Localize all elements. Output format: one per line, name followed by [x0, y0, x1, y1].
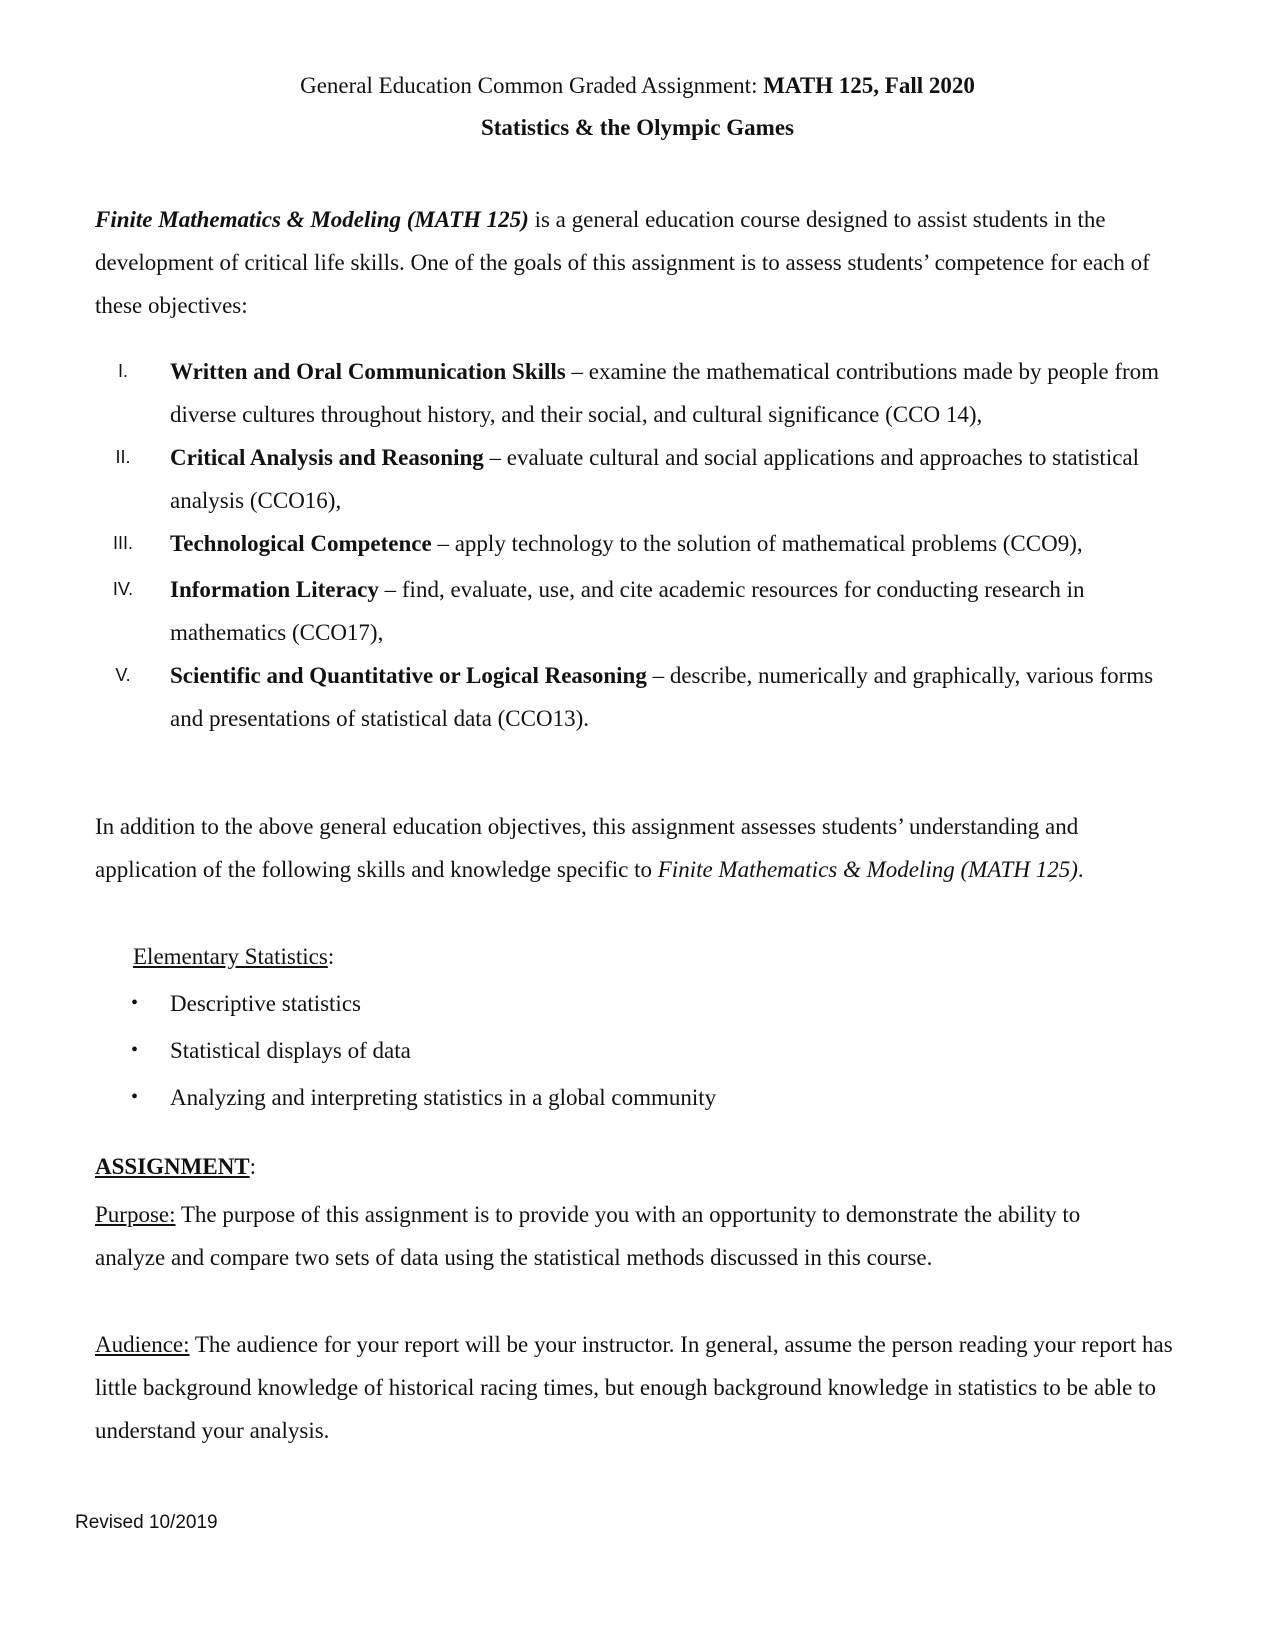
additional-objectives-paragraph: [95, 805, 1095, 891]
purpose-label: Purpose:: [95, 1202, 176, 1227]
title-prefix: General Education Common Graded Assignment:: [300, 73, 764, 98]
elementary-statistics-heading: [133, 935, 334, 978]
document-title: [0, 70, 1275, 102]
assignment-heading-colon: :: [249, 1154, 257, 1179]
audience-text: The audience for your report will be your instructor. In general, assume the person reading your report has little background knowledge of historical racing times, but enough background knowledge in statistics to be able to understand your analysis.: [95, 1332, 1173, 1443]
objective-text: – examine the mathematical contributions made by people from diverse cultures throughout history, and their social, and cultural significance (CCO 14),: [170, 359, 1160, 427]
addition-text: In addition to the above general education objectives, this assignment assesses students’ understanding and application of the following skills and knowledge specific to: [95, 814, 1079, 882]
bullet-icon: •: [131, 1086, 139, 1108]
document-subtitle: Statistics & the Olympic Games: [480, 115, 794, 140]
assignment-heading-text: ASSIGNMENT: [95, 1154, 250, 1179]
list-item: [0, 1027, 1275, 1074]
objective-item: [0, 350, 1170, 436]
course-name-italic: Finite Mathematics & Modeling (MATH 125): [657, 857, 1078, 882]
objective-title: Information Literacy: [170, 577, 379, 602]
objective-numeral: III.: [112, 533, 133, 553]
objective-title: Critical Analysis and Reasoning: [170, 445, 484, 470]
elementary-heading-text: Elementary Statistics: [133, 944, 328, 969]
bullet-icon: •: [131, 992, 139, 1014]
list-item-text: Statistical displays of data: [170, 1038, 411, 1063]
objective-item: [0, 654, 1170, 740]
list-item: [0, 980, 1275, 1027]
objective-numeral: IV.: [112, 579, 134, 599]
objectives-list: [0, 350, 1275, 740]
bullet-icon: •: [131, 1039, 139, 1061]
list-item-text: Analyzing and interpreting statistics in a global community: [170, 1085, 717, 1110]
objective-item: [0, 436, 1170, 522]
objective-item: [0, 522, 1270, 565]
addition-end: .: [1077, 857, 1084, 882]
objective-numeral: II.: [115, 447, 131, 467]
objective-title: Technological Competence: [170, 531, 432, 556]
objective-numeral: I.: [117, 361, 128, 381]
intro-paragraph: [95, 198, 1185, 327]
objective-text: – describe, numerically and graphically, various forms and presentations of statistical data (CCO13).: [170, 663, 1154, 731]
audience-paragraph: [95, 1323, 1185, 1452]
course-name: Finite Mathematics & Modeling (MATH 125): [95, 207, 529, 232]
purpose-paragraph: [95, 1193, 1095, 1279]
objective-item: [0, 568, 1170, 654]
objective-text: – evaluate cultural and social applications and approaches to statistical analysis (CCO16),: [170, 445, 1140, 513]
objective-text: – apply technology to the solution of mathematical problems (CCO9),: [431, 531, 1083, 556]
audience-label: Audience:: [95, 1332, 190, 1357]
skills-bullet-list: [0, 980, 1275, 1121]
assignment-heading: [95, 1145, 256, 1188]
list-item: [0, 1074, 1275, 1121]
objective-text: – find, evaluate, use, and cite academic resources for conducting research in mathematics (CCO17),: [170, 577, 1085, 645]
objective-title: Written and Oral Communication Skills: [170, 359, 566, 384]
purpose-text: The purpose of this assignment is to provide you with an opportunity to demonstrate the ability to analyze and compare two sets of data using the statistical methods discussed in this course.: [95, 1202, 1081, 1270]
objective-numeral: V.: [115, 665, 131, 685]
revision-footer: Revised 10/2019: [75, 1512, 218, 1533]
intro-text: is a general education course designed to assist students in the development of critical life skills. One of the goals of this assignment is to assess students’ competence for each of these objectives:: [95, 207, 1150, 318]
list-item-text: Descriptive statistics: [170, 991, 361, 1016]
elementary-heading-colon: :: [327, 944, 335, 969]
objective-title: Scientific and Quantitative or Logical Reasoning: [170, 663, 647, 688]
course-term: MATH 125, Fall 2020: [763, 73, 975, 98]
